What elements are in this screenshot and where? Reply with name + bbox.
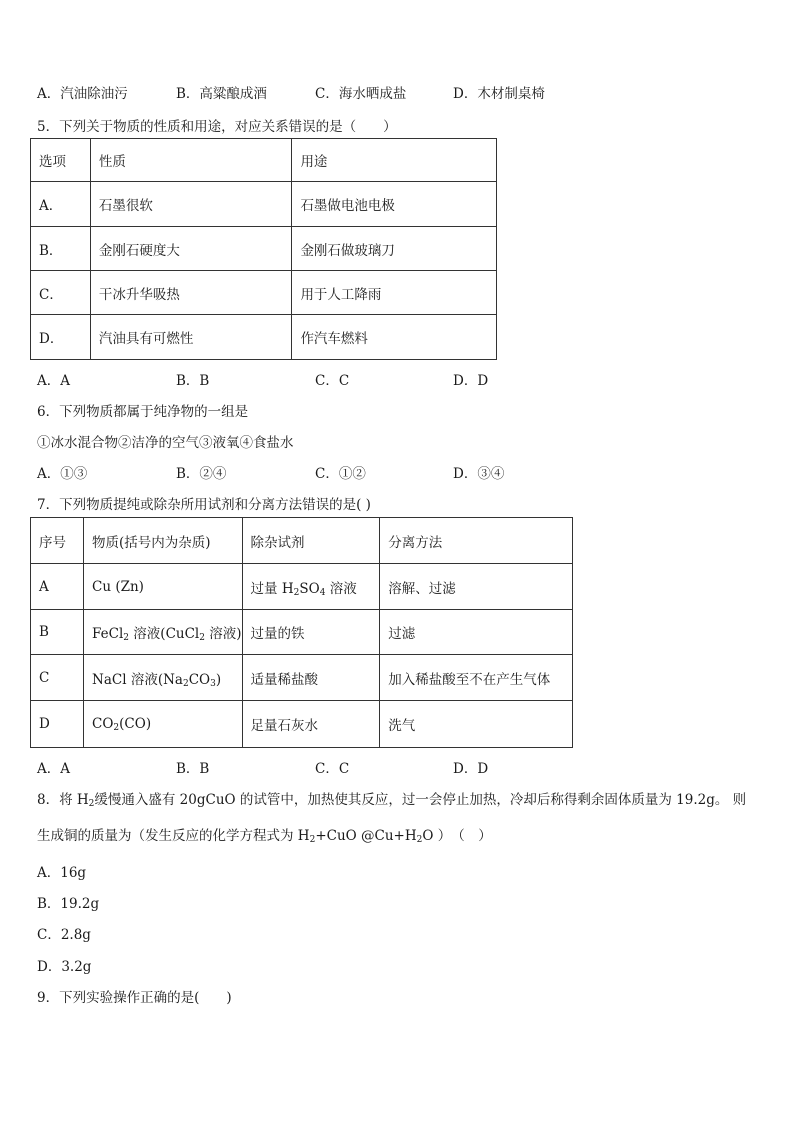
table-cell: Cu (Zn) (84, 564, 243, 610)
subscript: 4 (319, 587, 326, 598)
table-cell: 用于人工降雨 (292, 271, 497, 315)
q6-items: ①冰水混合物②洁净的空气③液氧④食盐水 (37, 435, 294, 451)
table-cell: 干冰升华吸热 (90, 271, 292, 315)
text-part: 溶液(CuCl (129, 626, 200, 642)
q8-stem-line1 (37, 788, 746, 808)
q4-option-d: D．木材制桌椅 (453, 86, 545, 102)
subscript: 3 (210, 678, 216, 689)
table-cell: 过滤 (380, 610, 573, 655)
text-part: (CO) (119, 716, 152, 732)
table-cell: 洗气 (380, 701, 573, 748)
table-row (31, 227, 497, 271)
table-cell: 适量稀盐酸 (242, 655, 380, 701)
table-cell: A． (31, 182, 91, 227)
text-part: CO (92, 716, 114, 732)
q5-stem: 5．下列关于物质的性质和用途，对应关系错误的是（ ） (37, 119, 397, 135)
table-cell: 石墨很软 (90, 182, 292, 227)
q7-stem: 7．下列物质提纯或除杂所用试剂和分离方法错误的是( ) (37, 497, 371, 513)
table-cell: 金刚石硬度大 (90, 227, 292, 271)
table-cell (84, 610, 243, 655)
table-cell: 过量的铁 (242, 610, 380, 655)
table-cell: B (31, 610, 84, 655)
q7-option-c: C．C (315, 761, 350, 777)
text-part: 缓慢通入盛有 20gCuO 的试管中，加热使其反应，过一会停止加热，冷却后称得剩余固体质量为 19.2g。 则 (94, 792, 747, 808)
table-header-cell: 序号 (31, 518, 84, 564)
q5-option-d: D．D (453, 373, 489, 389)
table-row (31, 701, 573, 748)
table-cell: D (31, 701, 84, 748)
q7-option-b: B．B (176, 761, 210, 777)
table-header-cell: 选项 (31, 139, 91, 182)
subscript: 2 (199, 633, 205, 643)
table-cell: C． (31, 271, 91, 315)
subscript: 2 (416, 835, 423, 845)
equation-text: +CuO @Cu+H (315, 828, 417, 844)
table-header-cell: 物质(括号内为杂质) (84, 518, 243, 564)
q4-option-a: A．汽油除油污 (37, 86, 128, 102)
table-header-row (31, 518, 573, 564)
table-header-cell: 分离方法 (380, 518, 573, 564)
table-row (31, 610, 573, 655)
table-row (31, 564, 573, 610)
q8-option-b: B．19.2g (37, 896, 100, 912)
table-cell: 作汽车燃料 (292, 315, 497, 360)
text-part: 溶液) (204, 626, 242, 642)
table-cell (84, 701, 243, 748)
subscript: 2 (123, 633, 130, 643)
q8-option-d: D．3.2g (37, 959, 92, 975)
subscript: 2 (309, 835, 316, 845)
subscript: 2 (113, 723, 120, 733)
subscript: 2 (293, 587, 300, 598)
text-part: 8．将 H (37, 792, 89, 808)
subscript: 2 (88, 799, 95, 809)
table-row (31, 315, 497, 360)
q5-option-c: C．C (315, 373, 350, 389)
q9-stem: 9．下列实验操作正确的是( ) (37, 990, 232, 1006)
q4-option-c: C．海水晒成盐 (315, 86, 407, 102)
table-cell: 金刚石做玻璃刀 (292, 227, 497, 271)
table-row (31, 271, 497, 315)
table-cell: B． (31, 227, 91, 271)
subscript: 2 (182, 678, 189, 689)
q7-table (30, 517, 573, 748)
text-part: 生成铜的质量为（发生反应的化学方程式为 H (37, 828, 310, 844)
q4-option-b: B．高粱酿成酒 (176, 86, 267, 102)
table-header-cell: 性质 (90, 139, 292, 182)
text-part: 溶液 (325, 580, 357, 597)
q6-option-a: A．①③ (37, 466, 88, 482)
q8-stem-line2 (37, 824, 492, 844)
table-cell: A (31, 564, 84, 610)
table-cell: 足量石灰水 (242, 701, 380, 748)
q6-option-c: C．①② (315, 466, 366, 482)
table-row (31, 655, 573, 701)
table-cell: 石墨做电池电极 (292, 182, 497, 227)
q5-table (30, 138, 497, 360)
table-cell: D． (31, 315, 91, 360)
q8-option-a: A．16g (37, 865, 87, 881)
text-part: O ） （ ） (422, 828, 492, 844)
table-cell (242, 564, 380, 610)
q5-option-b: B．B (176, 373, 210, 389)
table-cell: 汽油具有可燃性 (90, 315, 292, 360)
q6-stem: 6．下列物质都属于纯净物的一组是 (37, 404, 249, 420)
table-cell: 加入稀盐酸至不在产生气体 (380, 655, 573, 701)
table-cell (84, 655, 243, 701)
q5-option-a: A．A (37, 373, 70, 389)
text-part: NaCl 溶液(Na (92, 671, 183, 688)
text-part: 过量 H (250, 580, 294, 597)
text-part: ) (215, 671, 222, 688)
q7-option-d: D．D (453, 761, 489, 777)
q6-option-d: D．③④ (453, 466, 505, 482)
table-header-row (31, 139, 497, 182)
table-row (31, 182, 497, 227)
text-part: SO (299, 580, 320, 597)
q6-option-b: B．②④ (176, 466, 227, 482)
table-cell: 溶解、过滤 (380, 564, 573, 610)
text-part: CO (188, 671, 211, 688)
table-cell: C (31, 655, 84, 701)
q8-option-c: C．2.8g (37, 927, 91, 943)
text-part: FeCl (92, 626, 124, 642)
table-header-cell: 除杂试剂 (242, 518, 380, 564)
q7-option-a: A．A (37, 761, 70, 777)
table-header-cell: 用途 (292, 139, 497, 182)
